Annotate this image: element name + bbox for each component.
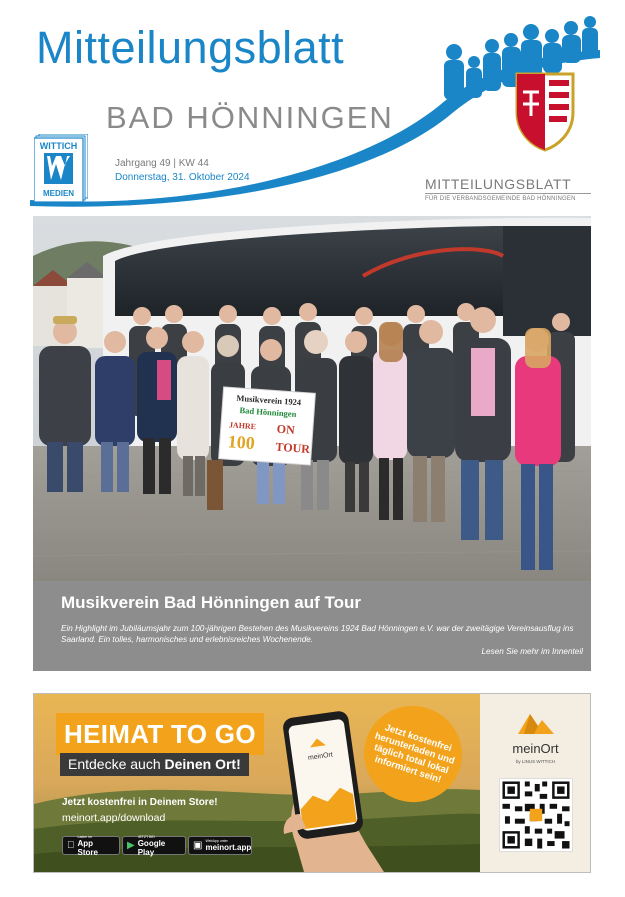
ad-sub-bold: Deinen Ort!: [164, 756, 241, 772]
badge-small-text: Laden im: [70, 839, 85, 843]
meinort-advertisement[interactable]: [33, 693, 591, 873]
banner-number: 100: [227, 431, 256, 454]
masthead-title: Mitteilungsblatt: [36, 22, 345, 73]
phone-brand-text: meinOrt: [307, 751, 334, 762]
meinort-brand-name: meinOrt: [512, 741, 559, 756]
cover-caption-box: [33, 581, 591, 671]
cover-headline: Musikverein Bad Hönningen auf Tour: [61, 593, 362, 612]
apple-icon: [67, 840, 75, 851]
ad-download-url[interactable]: meinort.app/download: [62, 812, 166, 824]
badge-big-text: meinort.app: [205, 843, 252, 852]
meinort-logo-icon: [516, 708, 556, 738]
banner-line4: ON: [276, 421, 296, 437]
badge-small-text: JETZT BEI: [137, 834, 155, 839]
badge-big-text: App Store: [70, 843, 109, 852]
ad-brand-panel: [480, 694, 591, 872]
badge-small-text: WebApp unter: [205, 839, 228, 843]
monitor-icon: ▣: [193, 840, 203, 851]
wittich-medien-logo: [34, 134, 88, 202]
logo-bottom-text: MEDIEN: [42, 189, 75, 198]
brand-right-title: MITTEILUNGSBLATT: [425, 176, 591, 194]
ad-promo-circle: Jetzt kostenfrei herunterladen und täglich total lokal informiert sein!: [352, 693, 475, 815]
qr-code[interactable]: [499, 778, 573, 852]
club-banner: [219, 387, 316, 465]
cover-teaser-text: Ein Highlight im Jubiläumsjahr zum 100-jährigen Bestehen des Musikvereins 1924 Bad Hönningen e.V. war der zweitägige Vereinsausflug ins Saarland. Ein tolles, harmonisches und erlebnisreiches Wochenende.: [61, 624, 574, 644]
badge-big-text: Google Play: [137, 838, 166, 857]
banner-line2: Bad Hönningen: [239, 405, 297, 420]
ad-store-line: Jetzt kostenfrei in Deinem Store!: [62, 797, 218, 808]
banner-line5: TOUR: [275, 439, 311, 457]
webapp-badge[interactable]: [188, 836, 252, 855]
brand-right-subtitle: FÜR DIE VERBANDSGEMEINDE BAD HÖNNINGEN: [425, 196, 576, 202]
meinort-brand-by: by LINUS WITTICH: [515, 759, 556, 764]
masthead: [0, 0, 625, 215]
ad-headline: HEIMAT TO GO: [56, 713, 264, 755]
issue-date: Donnerstag, 31. Oktober 2024: [115, 172, 250, 183]
cover-photo: [33, 216, 591, 581]
coat-of-arms-crest: [513, 68, 577, 152]
ad-subheadline: [60, 753, 249, 776]
google-play-badge[interactable]: [122, 836, 186, 855]
ad-sub-prefix: Entdecke auch: [68, 756, 165, 772]
google-play-icon: ▶: [127, 840, 135, 851]
banner-line3: JAHRE: [228, 420, 257, 432]
logo-top-text: WITTICH: [39, 141, 78, 151]
issue-info: Jahrgang 49 | KW 44: [115, 158, 209, 169]
banner-line1: Musikverein 1924: [236, 392, 302, 408]
app-store-badge[interactable]: [62, 836, 120, 855]
read-more-link[interactable]: Lesen Sie mehr im Innenteil: [481, 647, 583, 656]
masthead-place: BAD HÖNNINGEN: [106, 100, 394, 135]
